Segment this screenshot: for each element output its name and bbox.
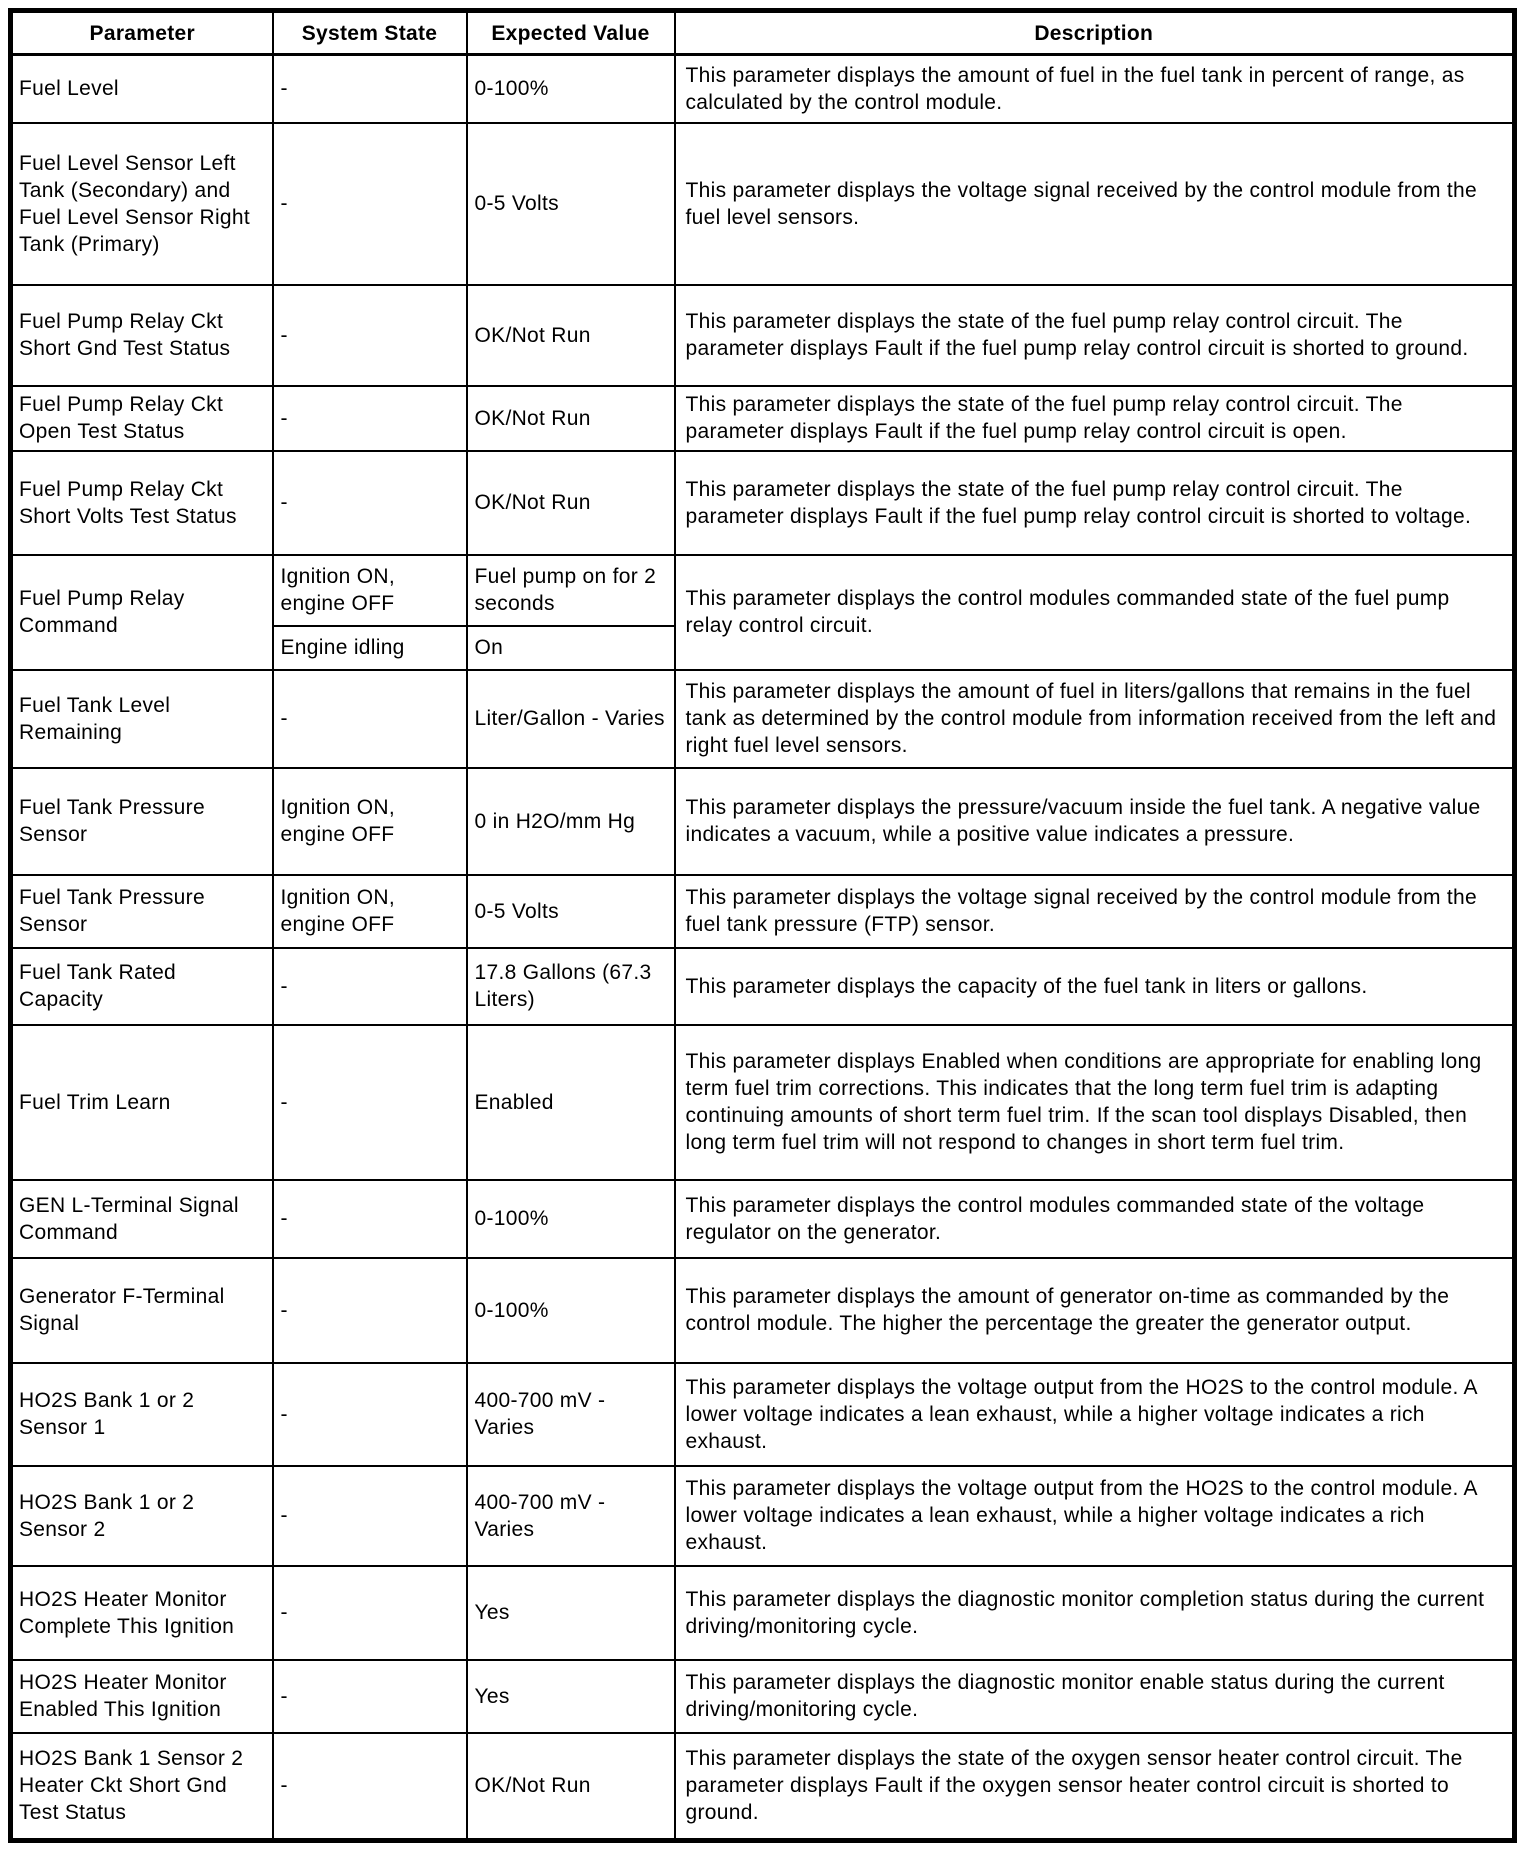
- table-row: [11, 1660, 1515, 1733]
- system-state-cell: Ignition ON, engine OFF: [273, 768, 467, 875]
- system-state-cell: Ignition ON, engine OFF: [273, 875, 467, 948]
- parameter-cell: Fuel Level Sensor Left Tank (Secondary) and Fuel Level Sensor Right Tank (Primary): [11, 123, 273, 285]
- expected-value-cell: On: [467, 626, 675, 670]
- description-cell: This parameter displays the amount of fuel in liters/gallons that remains in the fuel tank as determined by the control module from information received from the left and right fuel level sensors.: [675, 670, 1515, 768]
- expected-value-cell: Yes: [467, 1660, 675, 1733]
- parameters-table: [8, 8, 1517, 1843]
- description-cell: This parameter displays the amount of generator on-time as commanded by the control module. The higher the percentage the greater the generator output.: [675, 1258, 1515, 1363]
- table-row: [11, 1025, 1515, 1180]
- description-cell: This parameter displays the state of the fuel pump relay control circuit. The parameter displays Fault if the fuel pump relay control circuit is shorted to voltage.: [675, 451, 1515, 555]
- parameter-cell: Fuel Tank Rated Capacity: [11, 948, 273, 1025]
- system-state-cell: Engine idling: [273, 626, 467, 670]
- system-state-cell: -: [273, 386, 467, 451]
- parameter-cell: Fuel Pump Relay Ckt Open Test Status: [11, 386, 273, 451]
- table-row: [11, 1466, 1515, 1566]
- table-header: [11, 11, 1515, 55]
- table-row: [11, 670, 1515, 768]
- parameter-cell: Fuel Pump Relay Command: [11, 555, 273, 670]
- table-row: [11, 768, 1515, 875]
- table-row: [11, 875, 1515, 948]
- system-state-cell: -: [273, 451, 467, 555]
- expected-value-cell: 0-100%: [467, 1180, 675, 1258]
- table-row: [11, 1733, 1515, 1841]
- expected-value-cell: OK/Not Run: [467, 285, 675, 386]
- table-row: [11, 1180, 1515, 1258]
- parameter-cell: Fuel Tank Pressure Sensor: [11, 875, 273, 948]
- expected-value-cell: 0-5 Volts: [467, 875, 675, 948]
- system-state-cell: -: [273, 1566, 467, 1660]
- expected-value-cell: 0 in H2O/mm Hg: [467, 768, 675, 875]
- description-cell: This parameter displays the control modules commanded state of the voltage regulator on the generator.: [675, 1180, 1515, 1258]
- expected-value-cell: 17.8 Gallons (67.3 Liters): [467, 948, 675, 1025]
- expected-value-cell: 0-100%: [467, 1258, 675, 1363]
- table-row: [11, 1258, 1515, 1363]
- description-cell: This parameter displays the diagnostic monitor completion status during the current driving/monitoring cycle.: [675, 1566, 1515, 1660]
- description-cell: This parameter displays the capacity of the fuel tank in liters or gallons.: [675, 948, 1515, 1025]
- description-cell: This parameter displays the voltage output from the HO2S to the control module. A lower voltage indicates a lean exhaust, while a higher voltage indicates a rich exhaust.: [675, 1363, 1515, 1466]
- parameter-cell: Fuel Trim Learn: [11, 1025, 273, 1180]
- system-state-cell: -: [273, 1363, 467, 1466]
- parameter-cell: HO2S Heater Monitor Enabled This Ignition: [11, 1660, 273, 1733]
- description-cell: This parameter displays the diagnostic monitor enable status during the current driving/monitoring cycle.: [675, 1660, 1515, 1733]
- col-header-system-state: System State: [273, 11, 467, 55]
- expected-value-cell: OK/Not Run: [467, 1733, 675, 1841]
- parameter-cell: Fuel Level: [11, 55, 273, 123]
- expected-value-cell: OK/Not Run: [467, 451, 675, 555]
- parameter-cell: Generator F-Terminal Signal: [11, 1258, 273, 1363]
- description-cell: This parameter displays the state of the fuel pump relay control circuit. The parameter displays Fault if the fuel pump relay control circuit is shorted to ground.: [675, 285, 1515, 386]
- table-row: [11, 1363, 1515, 1466]
- system-state-cell: -: [273, 1258, 467, 1363]
- parameter-cell: HO2S Heater Monitor Complete This Ignition: [11, 1566, 273, 1660]
- col-header-description: Description: [675, 11, 1515, 55]
- system-state-cell: -: [273, 285, 467, 386]
- table-row: [11, 285, 1515, 386]
- parameter-cell: Fuel Pump Relay Ckt Short Gnd Test Status: [11, 285, 273, 386]
- parameter-cell: Fuel Tank Level Remaining: [11, 670, 273, 768]
- col-header-parameter: Parameter: [11, 11, 273, 55]
- system-state-cell: -: [273, 1733, 467, 1841]
- table-body: [11, 55, 1515, 1841]
- system-state-cell: -: [273, 123, 467, 285]
- system-state-cell: -: [273, 670, 467, 768]
- parameter-cell: Fuel Pump Relay Ckt Short Volts Test Status: [11, 451, 273, 555]
- expected-value-cell: 400-700 mV - Varies: [467, 1466, 675, 1566]
- parameter-cell: GEN L-Terminal Signal Command: [11, 1180, 273, 1258]
- parameter-cell: Fuel Tank Pressure Sensor: [11, 768, 273, 875]
- system-state-cell: -: [273, 1660, 467, 1733]
- system-state-cell: -: [273, 55, 467, 123]
- table-row: [11, 1566, 1515, 1660]
- description-cell: This parameter displays the voltage signal received by the control module from the fuel tank pressure (FTP) sensor.: [675, 875, 1515, 948]
- table-row: [11, 948, 1515, 1025]
- expected-value-cell: 0-5 Volts: [467, 123, 675, 285]
- system-state-cell: Ignition ON, engine OFF: [273, 555, 467, 626]
- parameter-cell: HO2S Bank 1 Sensor 2 Heater Ckt Short Gnd Test Status: [11, 1733, 273, 1841]
- expected-value-cell: 400-700 mV - Varies: [467, 1363, 675, 1466]
- table-row: [11, 123, 1515, 285]
- table-row: [11, 55, 1515, 123]
- description-cell: This parameter displays the voltage output from the HO2S to the control module. A lower voltage indicates a lean exhaust, while a higher voltage indicates a rich exhaust.: [675, 1466, 1515, 1566]
- expected-value-cell: Liter/Gallon - Varies: [467, 670, 675, 768]
- system-state-cell: -: [273, 1466, 467, 1566]
- table-row: [11, 386, 1515, 451]
- header-row: [11, 11, 1515, 55]
- description-cell: This parameter displays the voltage signal received by the control module from the fuel level sensors.: [675, 123, 1515, 285]
- system-state-cell: -: [273, 948, 467, 1025]
- description-cell: This parameter displays the control modules commanded state of the fuel pump relay control circuit.: [675, 555, 1515, 670]
- col-header-expected-value: Expected Value: [467, 11, 675, 55]
- description-cell: This parameter displays the state of the oxygen sensor heater control circuit. The parameter displays Fault if the oxygen sensor heater control circuit is shorted to ground.: [675, 1733, 1515, 1841]
- parameter-cell: HO2S Bank 1 or 2 Sensor 1: [11, 1363, 273, 1466]
- table-row-split-top: [11, 555, 1515, 626]
- table-row: [11, 451, 1515, 555]
- description-cell: This parameter displays Enabled when conditions are appropriate for enabling long term fuel trim corrections. This indicates that the long term fuel trim is adapting continuing amounts of short term fuel trim. If the scan tool displays Disabled, then long term fuel trim will not respond to changes in short term fuel trim.: [675, 1025, 1515, 1180]
- system-state-cell: -: [273, 1180, 467, 1258]
- expected-value-cell: OK/Not Run: [467, 386, 675, 451]
- expected-value-cell: 0-100%: [467, 55, 675, 123]
- system-state-cell: -: [273, 1025, 467, 1180]
- expected-value-cell: Fuel pump on for 2 seconds: [467, 555, 675, 626]
- expected-value-cell: Yes: [467, 1566, 675, 1660]
- description-cell: This parameter displays the amount of fuel in the fuel tank in percent of range, as calculated by the control module.: [675, 55, 1515, 123]
- description-cell: This parameter displays the pressure/vacuum inside the fuel tank. A negative value indicates a vacuum, while a positive value indicates a pressure.: [675, 768, 1515, 875]
- expected-value-cell: Enabled: [467, 1025, 675, 1180]
- parameter-cell: HO2S Bank 1 or 2 Sensor 2: [11, 1466, 273, 1566]
- description-cell: This parameter displays the state of the fuel pump relay control circuit. The parameter displays Fault if the fuel pump relay control circuit is open.: [675, 386, 1515, 451]
